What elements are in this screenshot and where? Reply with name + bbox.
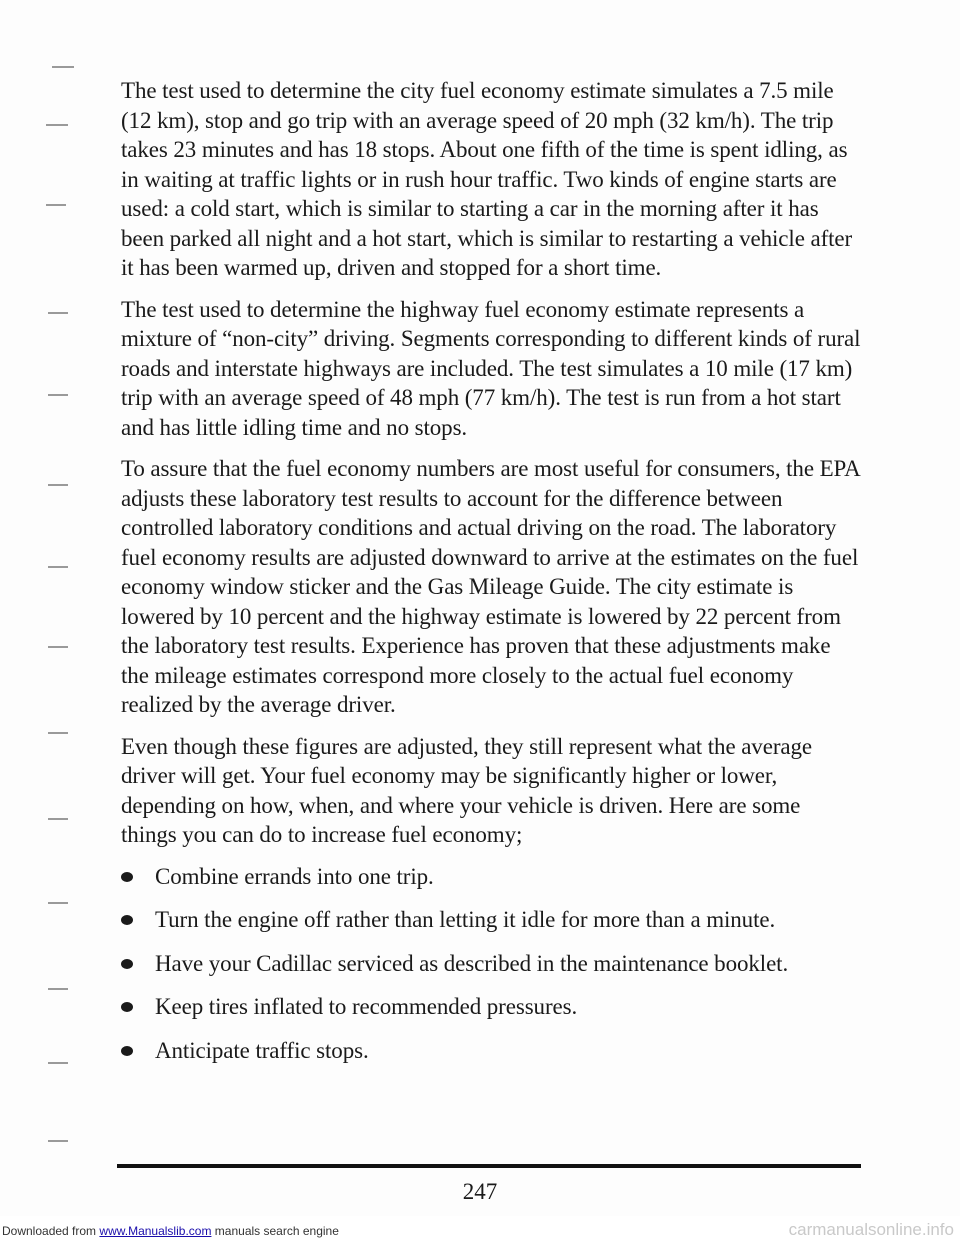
margin-mark — [48, 902, 68, 904]
margin-mark — [48, 484, 68, 486]
margin-mark — [48, 394, 68, 396]
paragraph-city-test: The test used to determine the city fuel economy estimate simulates a 7.5 mile (12 km), stop and go trip with an average speed of 20 mph (32 km/h). The trip takes 23 minutes and has 18 stops. About one fifth of the time is spent idling, as in waiting at traffic lights or in rush hour traffic. Two kinds of engine starts are used: a cold start, which is similar to starting a car in the morning after it has been parked all night and a hot start, which is similar to restarting a vehicle after it has been warmed up, driven and stopped for a short time. — [121, 78, 853, 280]
download-prefix: Downloaded from — [2, 1224, 97, 1238]
download-suffix: manuals search engine — [214, 1224, 339, 1238]
paragraph-fuel-economy-tips: Even though these figures are adjusted, they still represent what the average driver will get. Your fuel economy may be significantly higher or lower, depending on how, when, and where your vehicle is driven. Here are some things you can do to increase fuel economy; — [121, 733, 812, 847]
margin-mark — [46, 204, 66, 206]
margin-mark — [48, 988, 68, 990]
manualslib-link[interactable]: www.Manualslib.com — [99, 1224, 212, 1238]
watermark: carmanualsonline.info — [788, 1220, 954, 1239]
margin-mark — [48, 566, 68, 568]
paragraph-highway-test: The test used to determine the highway fuel economy estimate represents a mixture of “non-city” driving. Segments corresponding to different kinds of rural roads and interstate highways are included. The test simulates a 10 mile (17 km) trip with an average speed of 48 mph (77 km/h). The test is run from a hot start and has little idling time and no stops. — [121, 296, 861, 440]
margin-mark — [46, 124, 68, 126]
margin-mark — [48, 646, 68, 648]
fuel-economy-tips-list — [121, 862, 861, 1066]
page-number: 247 — [462, 1179, 498, 1204]
footer-divider — [117, 1164, 861, 1168]
list-item — [121, 862, 861, 892]
margin-mark — [48, 312, 68, 314]
left-margin-marks — [0, 0, 100, 1242]
list-item-text: Have your Cadillac serviced as described in the maintenance booklet. — [155, 950, 789, 976]
download-footer — [0, 1216, 960, 1242]
list-item — [121, 1036, 861, 1066]
manual-text-body — [121, 76, 861, 1079]
list-item-text: Anticipate traffic stops. — [155, 1037, 369, 1063]
list-item — [121, 905, 861, 935]
list-item-text: Keep tires inflated to recommended pressures. — [155, 994, 578, 1019]
margin-mark — [48, 1140, 68, 1142]
list-item — [121, 992, 861, 1022]
bullet-icon — [121, 915, 133, 925]
margin-mark — [52, 66, 74, 68]
list-item-text: Turn the engine off rather than letting it idle for more than a minute. — [155, 907, 776, 932]
bullet-icon — [121, 1046, 133, 1056]
bullet-icon — [121, 872, 133, 882]
paragraph-epa-adjustment: To assure that the fuel economy numbers are most useful for consumers, the EPA adjusts these laboratory test results to account for the difference between controlled laboratory conditions and actual driving on the road. The laboratory fuel economy results are adjusted downward to arrive at the estimates on the fuel economy window sticker and the Gas Mileage Guide. The city estimate is lowered by 10 percent and the highway estimate is lowered by 22 percent from the laboratory test results. Experience has proven that these adjustments make the mileage estimates correspond more closely to the actual fuel economy realized by the average driver. — [121, 456, 860, 717]
margin-mark — [48, 1062, 68, 1064]
bullet-icon — [121, 959, 133, 969]
list-item — [121, 949, 861, 979]
list-item-text: Combine errands into one trip. — [155, 863, 434, 889]
margin-mark — [48, 818, 68, 820]
margin-mark — [48, 732, 68, 734]
download-attribution — [2, 1224, 339, 1238]
bullet-icon — [121, 1002, 133, 1012]
